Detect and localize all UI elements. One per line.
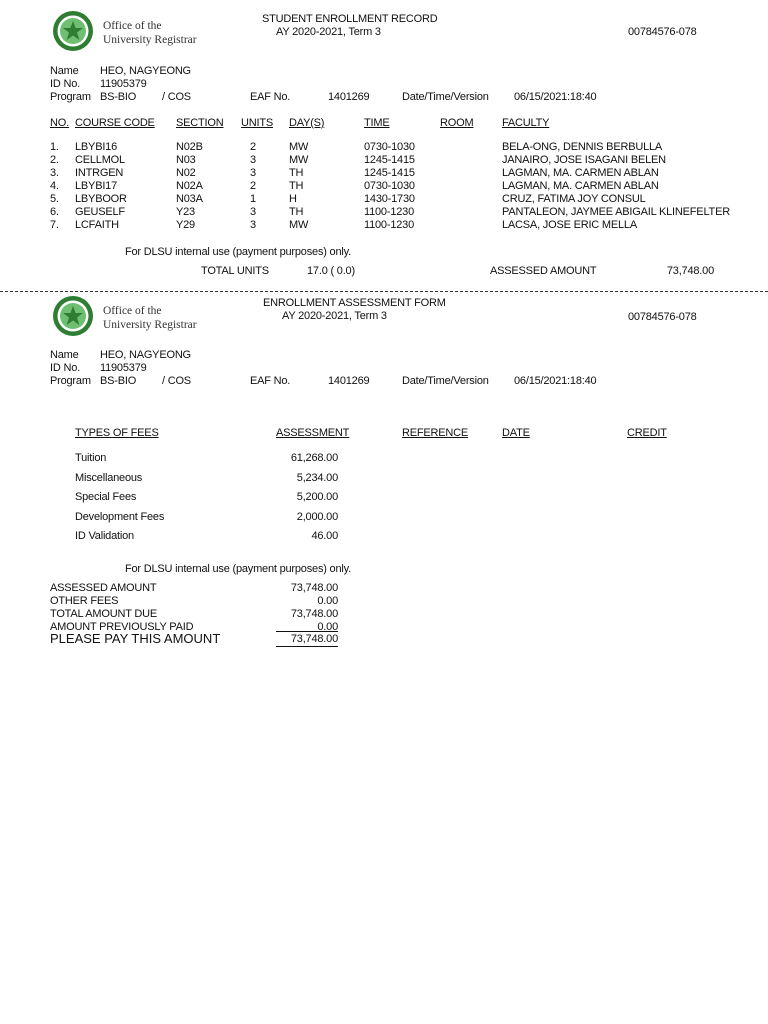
course-units: 2 xyxy=(250,141,256,153)
course-units: 1 xyxy=(250,193,256,205)
course-units: 3 xyxy=(250,154,256,166)
datetime-version-label: Date/Time/Version xyxy=(402,91,489,103)
summary-value: 0.00 xyxy=(317,621,338,633)
fee-type: ID Validation xyxy=(75,530,134,542)
document-title: ENROLLMENT ASSESSMENT FORM xyxy=(263,297,446,309)
reference-number: 00784576-078 xyxy=(628,26,697,38)
course-units: 2 xyxy=(250,180,256,192)
col-header-course-code: COURSE CODE xyxy=(75,117,155,129)
course-faculty: PANTALEON, JAYMEE ABIGAIL KLINEFELTER xyxy=(502,206,730,218)
col-header-days: DAY(S) xyxy=(289,117,325,129)
course-time: 1245-1415 xyxy=(364,167,415,179)
eaf-number: 1401269 xyxy=(328,375,370,387)
course-days: TH xyxy=(289,167,304,179)
course-time: 1245-1415 xyxy=(364,154,415,166)
office-line-1: Office of the xyxy=(103,20,162,32)
col-header-time: TIME xyxy=(364,117,390,129)
course-days: MW xyxy=(289,141,309,153)
fee-header-credit: CREDIT xyxy=(627,427,667,439)
office-line-2: University Registrar xyxy=(103,34,197,46)
course-section: N02 xyxy=(176,167,196,179)
name-label: Name xyxy=(50,65,79,77)
fee-amount: 46.00 xyxy=(311,530,338,542)
fee-amount: 61,268.00 xyxy=(290,452,338,464)
assessed-amount-label: ASSESSED AMOUNT xyxy=(490,265,597,277)
col-header-section: SECTION xyxy=(176,117,224,129)
datetime-version: 06/15/2021:18:40 xyxy=(514,91,597,103)
course-days: TH xyxy=(289,180,304,192)
assessed-amount-value: 73,748.00 xyxy=(666,265,714,277)
student-id: 11905379 xyxy=(100,362,147,374)
col-header-room: ROOM xyxy=(440,117,474,129)
college-value: / COS xyxy=(162,91,191,103)
student-name: HEO, NAGYEONG xyxy=(100,349,191,361)
datetime-version-label: Date/Time/Version xyxy=(402,375,489,387)
fee-type: Miscellaneous xyxy=(75,471,143,484)
academic-year: AY 2020-2021, Term 3 xyxy=(276,26,381,38)
program-label: Program xyxy=(50,91,91,103)
course-section: N03 xyxy=(176,154,196,166)
summary-label: TOTAL AMOUNT DUE xyxy=(50,608,158,620)
course-code: LBYBI16 xyxy=(75,141,118,153)
course-days: MW xyxy=(289,154,309,166)
course-section: Y29 xyxy=(176,219,195,231)
course-no: 6. xyxy=(50,206,59,218)
course-faculty: LAGMAN, MA. CARMEN ABLAN xyxy=(502,167,659,179)
course-no: 1. xyxy=(50,141,59,153)
eaf-number: 1401269 xyxy=(328,91,370,103)
course-code: LBYBI17 xyxy=(75,180,118,192)
office-name xyxy=(103,19,197,47)
office-name xyxy=(103,304,197,332)
course-days: MW xyxy=(289,219,309,231)
eaf-label: EAF No. xyxy=(250,91,291,103)
summary-value: 73,748.00 xyxy=(290,608,338,620)
document-title: STUDENT ENROLLMENT RECORD xyxy=(262,13,438,25)
total-units-value: 17.0 ( 0.0) xyxy=(307,265,355,277)
total-units-label: TOTAL UNITS xyxy=(201,265,269,277)
pay-amount-rule xyxy=(276,631,338,632)
course-code: CELLMOL xyxy=(75,154,125,166)
student-id: 11905379 xyxy=(100,78,147,90)
reference-number: 00784576-078 xyxy=(628,311,697,323)
course-units: 3 xyxy=(250,206,256,218)
office-line-1: Office of the xyxy=(103,305,162,317)
id-label: ID No. xyxy=(50,78,80,90)
course-code: INTRGEN xyxy=(75,167,124,179)
fee-header-date: DATE xyxy=(502,427,530,439)
course-code: LBYBOOR xyxy=(75,193,127,205)
col-header-units: UNITS xyxy=(241,117,274,129)
course-faculty: LAGMAN, MA. CARMEN ABLAN xyxy=(502,180,659,192)
course-no: 4. xyxy=(50,180,59,192)
course-no: 3. xyxy=(50,167,59,179)
pay-amount-underline xyxy=(276,646,338,647)
college-value: / COS xyxy=(162,375,191,387)
academic-year: AY 2020-2021, Term 3 xyxy=(282,310,387,322)
course-faculty: BELA-ONG, DENNIS BERBULLA xyxy=(502,141,663,153)
course-no: 2. xyxy=(50,154,59,166)
course-code: GEUSELF xyxy=(75,206,125,218)
course-time: 1430-1730 xyxy=(364,193,415,205)
course-code: LCFAITH xyxy=(75,219,119,231)
fee-type: Tuition xyxy=(75,452,107,464)
course-section: Y23 xyxy=(176,206,195,218)
course-time: 1100-1230 xyxy=(364,206,414,218)
course-faculty: LACSA, JOSE ERIC MELLA xyxy=(502,219,637,231)
course-no: 7. xyxy=(50,219,59,231)
eaf-label: EAF No. xyxy=(250,375,291,387)
program-value: BS-BIO xyxy=(100,375,137,387)
fee-header-reference: REFERENCE xyxy=(402,427,469,439)
cut-line xyxy=(0,291,768,292)
office-line-2: University Registrar xyxy=(103,319,197,331)
course-faculty: CRUZ, FATIMA JOY CONSUL xyxy=(502,193,646,205)
fee-header-assessment: ASSESSMENT xyxy=(276,427,350,439)
course-faculty: JANAIRO, JOSE ISAGANI BELEN xyxy=(502,154,666,166)
fee-amount: 2,000.00 xyxy=(296,510,338,523)
internal-use-note: For DLSU internal use (payment purposes) only. xyxy=(125,563,351,575)
summary-value: 73,748.00 xyxy=(290,582,338,594)
student-name: HEO, NAGYEONG xyxy=(100,65,191,77)
summary-value: 0.00 xyxy=(317,595,338,607)
course-days: H xyxy=(289,193,297,205)
university-seal-icon xyxy=(52,10,94,52)
pay-amount-value: 73,748.00 xyxy=(290,633,338,645)
program-value: BS-BIO xyxy=(100,91,137,103)
course-section: N02B xyxy=(176,141,203,153)
course-time: 1100-1230 xyxy=(364,219,414,231)
col-header-no: NO. xyxy=(50,117,69,129)
fee-amount: 5,234.00 xyxy=(296,471,338,484)
program-label: Program xyxy=(50,375,91,387)
fee-type: Development Fees xyxy=(75,510,165,523)
university-seal-icon xyxy=(52,295,94,337)
id-label: ID No. xyxy=(50,362,80,374)
summary-label: ASSESSED AMOUNT xyxy=(50,582,157,594)
course-section: N03A xyxy=(176,193,203,205)
course-units: 3 xyxy=(250,219,256,231)
course-days: TH xyxy=(289,206,304,218)
summary-label: OTHER FEES xyxy=(50,595,119,607)
course-no: 5. xyxy=(50,193,59,205)
fee-header-type: TYPES OF FEES xyxy=(75,427,159,439)
summary-label: AMOUNT PREVIOUSLY PAID xyxy=(50,621,194,633)
course-section: N02A xyxy=(176,180,203,192)
fee-type: Special Fees xyxy=(75,491,137,503)
course-time: 0730-1030 xyxy=(364,141,415,153)
course-time: 0730-1030 xyxy=(364,180,415,192)
datetime-version: 06/15/2021:18:40 xyxy=(514,375,597,387)
col-header-faculty: FACULTY xyxy=(502,117,550,129)
fee-amount: 5,200.00 xyxy=(296,491,338,503)
name-label: Name xyxy=(50,349,79,361)
pay-amount-label: PLEASE PAY THIS AMOUNT xyxy=(50,631,221,646)
internal-use-note: For DLSU internal use (payment purposes) only. xyxy=(125,246,351,258)
course-units: 3 xyxy=(250,167,256,179)
